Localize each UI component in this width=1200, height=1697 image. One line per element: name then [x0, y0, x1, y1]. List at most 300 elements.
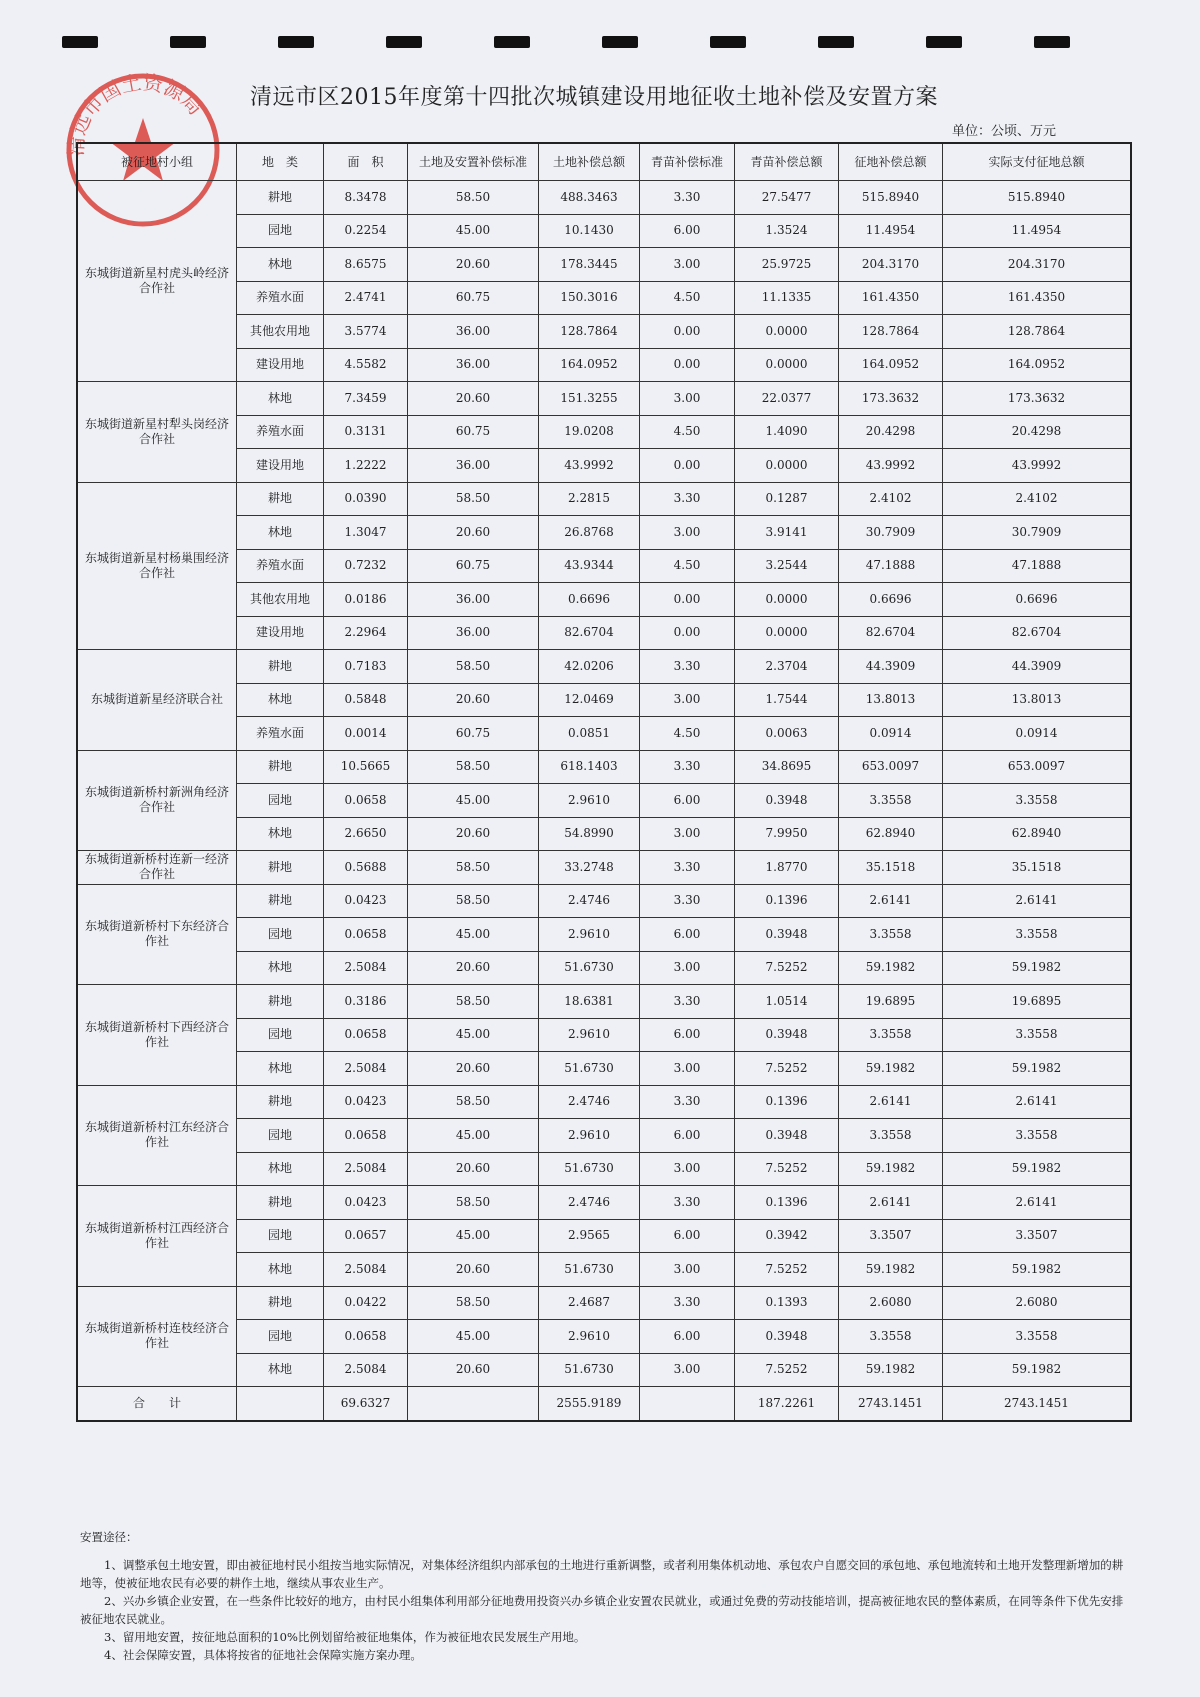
- actual-payment-cell: 62.8940: [943, 817, 1132, 851]
- group-name-cell: 东城街道新桥村江西经济合作社: [77, 1186, 237, 1287]
- crop-compensation-cell: 7.5252: [735, 1052, 839, 1086]
- land-standard-cell: 58.50: [408, 851, 539, 885]
- land-compensation-cell: 2.4687: [539, 1286, 640, 1320]
- crop-compensation-cell: 0.0000: [735, 315, 839, 349]
- crop-compensation-cell: 7.5252: [735, 951, 839, 985]
- actual-payment-cell: 515.8940: [943, 181, 1132, 215]
- area-cell: 0.0658: [324, 1018, 408, 1052]
- land-compensation-cell: 151.3255: [539, 382, 640, 416]
- actual-payment-cell: 161.4350: [943, 281, 1132, 315]
- punch-mark: [710, 36, 746, 48]
- actual-payment-cell: 59.1982: [943, 1052, 1132, 1086]
- crop-compensation-cell: 0.1396: [735, 1186, 839, 1220]
- land-compensation-cell: 0.0851: [539, 717, 640, 751]
- total-compensation-total-cell: 2743.1451: [839, 1387, 943, 1421]
- note-item: 4、社会保障安置，具体将按省的征地社会保障实施方案办理。: [104, 1648, 422, 1662]
- area-cell: 7.3459: [324, 382, 408, 416]
- area-cell: 1.2222: [324, 449, 408, 483]
- area-cell: 0.5848: [324, 683, 408, 717]
- land-compensation-cell: 618.1403: [539, 750, 640, 784]
- crop-standard-cell: 6.00: [640, 1320, 735, 1354]
- area-cell: 0.0657: [324, 1219, 408, 1253]
- group-name-cell: 东城街道新星村犁头岗经济合作社: [77, 382, 237, 483]
- total-compensation-cell: 47.1888: [839, 549, 943, 583]
- land-compensation-cell: 26.8768: [539, 516, 640, 550]
- crop-standard-total-cell: [640, 1387, 735, 1421]
- land-type-cell: 林地: [237, 516, 324, 550]
- crop-standard-cell: 0.00: [640, 616, 735, 650]
- table-row: [77, 1286, 1131, 1320]
- actual-payment-cell: 2.4102: [943, 482, 1132, 516]
- crop-standard-cell: 3.00: [640, 951, 735, 985]
- land-standard-cell: 58.50: [408, 884, 539, 918]
- land-compensation-cell: 164.0952: [539, 348, 640, 382]
- group-name-cell: 东城街道新星村虎头岭经济合作社: [77, 181, 237, 382]
- punch-mark: [386, 36, 422, 48]
- crop-compensation-cell: 27.5477: [735, 181, 839, 215]
- land-compensation-cell: 2.2815: [539, 482, 640, 516]
- land-compensation-total-cell: 2555.9189: [539, 1387, 640, 1421]
- land-type-cell: 林地: [237, 683, 324, 717]
- area-cell: 0.0423: [324, 884, 408, 918]
- area-cell: 0.0186: [324, 583, 408, 617]
- crop-compensation-cell: 0.3948: [735, 1119, 839, 1153]
- total-compensation-cell: 35.1518: [839, 851, 943, 885]
- crop-standard-cell: 3.30: [640, 1186, 735, 1220]
- actual-payment-cell: 3.3558: [943, 1320, 1132, 1354]
- land-type-cell: 林地: [237, 1152, 324, 1186]
- crop-compensation-cell: 7.5252: [735, 1253, 839, 1287]
- land-type-cell: 耕地: [237, 1286, 324, 1320]
- crop-standard-cell: 3.30: [640, 985, 735, 1019]
- crop-compensation-cell: 7.5252: [735, 1152, 839, 1186]
- total-compensation-cell: 2.6141: [839, 884, 943, 918]
- punch-mark: [278, 36, 314, 48]
- land-standard-cell: 20.60: [408, 1052, 539, 1086]
- actual-payment-cell: 20.4298: [943, 415, 1132, 449]
- crop-compensation-cell: 0.3948: [735, 784, 839, 818]
- land-standard-cell: 45.00: [408, 1119, 539, 1153]
- crop-compensation-cell: 0.1396: [735, 1085, 839, 1119]
- area-cell: 2.5084: [324, 1253, 408, 1287]
- area-total-cell: 69.6327: [324, 1387, 408, 1421]
- total-compensation-cell: 82.6704: [839, 616, 943, 650]
- crop-standard-cell: 6.00: [640, 918, 735, 952]
- area-cell: 0.3131: [324, 415, 408, 449]
- land-compensation-cell: 54.8990: [539, 817, 640, 851]
- col-header: 被征地村小组: [77, 143, 237, 181]
- crop-compensation-cell: 11.1335: [735, 281, 839, 315]
- land-standard-cell: 58.50: [408, 985, 539, 1019]
- punch-mark: [1034, 36, 1070, 48]
- crop-standard-cell: 3.30: [640, 1286, 735, 1320]
- land-compensation-cell: 42.0206: [539, 650, 640, 684]
- land-type-cell: 耕地: [237, 985, 324, 1019]
- total-compensation-cell: 59.1982: [839, 1152, 943, 1186]
- total-compensation-cell: 653.0097: [839, 750, 943, 784]
- total-compensation-cell: 173.3632: [839, 382, 943, 416]
- crop-compensation-cell: 25.9725: [735, 248, 839, 282]
- land-type-cell: 园地: [237, 1219, 324, 1253]
- actual-payment-cell: 3.3558: [943, 918, 1132, 952]
- land-type-cell: 耕地: [237, 1186, 324, 1220]
- land-compensation-cell: 33.2748: [539, 851, 640, 885]
- actual-payment-total-cell: 2743.1451: [943, 1387, 1132, 1421]
- area-cell: 4.5582: [324, 348, 408, 382]
- total-compensation-cell: 2.6141: [839, 1186, 943, 1220]
- col-header: 征地补偿总额: [839, 143, 943, 181]
- land-type-cell: 园地: [237, 1018, 324, 1052]
- table-row: [77, 650, 1131, 684]
- land-standard-cell: 20.60: [408, 951, 539, 985]
- land-compensation-cell: 51.6730: [539, 1052, 640, 1086]
- crop-compensation-cell: 34.8695: [735, 750, 839, 784]
- area-cell: 0.7232: [324, 549, 408, 583]
- land-standard-cell: 36.00: [408, 315, 539, 349]
- land-standard-cell: 20.60: [408, 1353, 539, 1387]
- crop-standard-cell: 3.30: [640, 851, 735, 885]
- land-type-cell: 耕地: [237, 851, 324, 885]
- crop-standard-cell: 3.00: [640, 516, 735, 550]
- area-cell: 0.0658: [324, 784, 408, 818]
- land-type-cell: 园地: [237, 1119, 324, 1153]
- area-cell: 8.6575: [324, 248, 408, 282]
- crop-compensation-cell: 7.9950: [735, 817, 839, 851]
- total-compensation-cell: 2.4102: [839, 482, 943, 516]
- total-compensation-cell: 2.6080: [839, 1286, 943, 1320]
- actual-payment-cell: 2.6141: [943, 1186, 1132, 1220]
- land-standard-cell: 36.00: [408, 616, 539, 650]
- land-type-cell: 林地: [237, 382, 324, 416]
- crop-standard-cell: 3.30: [640, 1085, 735, 1119]
- group-name-cell: 东城街道新桥村连新一经济合作社: [77, 851, 237, 885]
- crop-standard-cell: 4.50: [640, 415, 735, 449]
- crop-compensation-cell: 1.8770: [735, 851, 839, 885]
- actual-payment-cell: 59.1982: [943, 1353, 1132, 1387]
- actual-payment-cell: 59.1982: [943, 951, 1132, 985]
- land-compensation-cell: 51.6730: [539, 1253, 640, 1287]
- land-compensation-cell: 128.7864: [539, 315, 640, 349]
- col-header: 地 类: [237, 143, 324, 181]
- actual-payment-cell: 13.8013: [943, 683, 1132, 717]
- land-compensation-cell: 2.9610: [539, 784, 640, 818]
- land-type-cell: 林地: [237, 1052, 324, 1086]
- table-row: [77, 482, 1131, 516]
- land-compensation-cell: 2.4746: [539, 1186, 640, 1220]
- land-type-total-cell: [237, 1387, 324, 1421]
- crop-standard-cell: 4.50: [640, 549, 735, 583]
- col-header: 青苗补偿标准: [640, 143, 735, 181]
- group-name-cell: 东城街道新桥村下西经济合作社: [77, 985, 237, 1086]
- area-cell: 2.6650: [324, 817, 408, 851]
- area-cell: 2.2964: [324, 616, 408, 650]
- land-type-cell: 林地: [237, 951, 324, 985]
- land-compensation-cell: 2.9610: [539, 1320, 640, 1354]
- land-standard-cell: 58.50: [408, 181, 539, 215]
- land-type-cell: 园地: [237, 918, 324, 952]
- land-standard-cell: 60.75: [408, 415, 539, 449]
- compensation-table: [76, 142, 1132, 1422]
- land-standard-cell: 60.75: [408, 717, 539, 751]
- actual-payment-cell: 3.3507: [943, 1219, 1132, 1253]
- crop-standard-cell: 0.00: [640, 583, 735, 617]
- land-type-cell: 园地: [237, 784, 324, 818]
- crop-compensation-cell: 1.3524: [735, 214, 839, 248]
- total-compensation-cell: 2.6141: [839, 1085, 943, 1119]
- col-header: 土地及安置补偿标准: [408, 143, 539, 181]
- crop-standard-cell: 3.00: [640, 683, 735, 717]
- land-standard-cell: 20.60: [408, 683, 539, 717]
- document-title: 清远市区2015年度第十四批次城镇建设用地征收土地补偿及安置方案: [250, 85, 938, 110]
- table-row: [77, 1085, 1131, 1119]
- total-compensation-cell: 19.6895: [839, 985, 943, 1019]
- land-compensation-cell: 12.0469: [539, 683, 640, 717]
- table-row: [77, 181, 1131, 215]
- crop-standard-cell: 3.30: [640, 884, 735, 918]
- land-standard-cell: 20.60: [408, 817, 539, 851]
- crop-standard-cell: 6.00: [640, 784, 735, 818]
- crop-compensation-cell: 0.3948: [735, 1320, 839, 1354]
- crop-compensation-cell: 22.0377: [735, 382, 839, 416]
- actual-payment-cell: 128.7864: [943, 315, 1132, 349]
- actual-payment-cell: 35.1518: [943, 851, 1132, 885]
- crop-compensation-cell: 1.7544: [735, 683, 839, 717]
- land-type-cell: 耕地: [237, 482, 324, 516]
- total-compensation-cell: 59.1982: [839, 1353, 943, 1387]
- total-compensation-cell: 161.4350: [839, 281, 943, 315]
- land-type-cell: 建设用地: [237, 616, 324, 650]
- land-standard-cell: 45.00: [408, 918, 539, 952]
- total-compensation-cell: 128.7864: [839, 315, 943, 349]
- total-compensation-cell: 30.7909: [839, 516, 943, 550]
- land-compensation-cell: 51.6730: [539, 1152, 640, 1186]
- crop-compensation-cell: 3.9141: [735, 516, 839, 550]
- land-compensation-cell: 51.6730: [539, 1353, 640, 1387]
- actual-payment-cell: 2.6141: [943, 884, 1132, 918]
- crop-standard-cell: 3.00: [640, 1253, 735, 1287]
- land-standard-cell: 20.60: [408, 1152, 539, 1186]
- table-row: [77, 1186, 1131, 1220]
- area-cell: 0.7183: [324, 650, 408, 684]
- land-compensation-cell: 19.0208: [539, 415, 640, 449]
- area-cell: 10.5665: [324, 750, 408, 784]
- crop-standard-cell: 6.00: [640, 1119, 735, 1153]
- crop-compensation-total-cell: 187.2261: [735, 1387, 839, 1421]
- total-compensation-cell: 3.3558: [839, 784, 943, 818]
- land-standard-cell: 45.00: [408, 214, 539, 248]
- actual-payment-cell: 30.7909: [943, 516, 1132, 550]
- land-standard-total-cell: [408, 1387, 539, 1421]
- crop-compensation-cell: 0.3948: [735, 918, 839, 952]
- col-header: 青苗补偿总额: [735, 143, 839, 181]
- land-standard-cell: 45.00: [408, 1018, 539, 1052]
- actual-payment-cell: 2.6141: [943, 1085, 1132, 1119]
- actual-payment-cell: 44.3909: [943, 650, 1132, 684]
- area-cell: 3.5774: [324, 315, 408, 349]
- crop-standard-cell: 3.30: [640, 482, 735, 516]
- table-row: [77, 851, 1131, 885]
- crop-standard-cell: 6.00: [640, 1018, 735, 1052]
- group-name-cell: 东城街道新桥村连枝经济合作社: [77, 1286, 237, 1387]
- actual-payment-cell: 3.3558: [943, 1119, 1132, 1153]
- land-standard-cell: 45.00: [408, 1219, 539, 1253]
- land-compensation-cell: 0.6696: [539, 583, 640, 617]
- total-label: 合 计: [77, 1387, 237, 1421]
- punch-mark: [818, 36, 854, 48]
- actual-payment-cell: 3.3558: [943, 784, 1132, 818]
- area-cell: 0.3186: [324, 985, 408, 1019]
- actual-payment-cell: 59.1982: [943, 1152, 1132, 1186]
- group-name-cell: 东城街道新星村杨巢围经济合作社: [77, 482, 237, 650]
- crop-compensation-cell: 3.2544: [735, 549, 839, 583]
- group-name-cell: 东城街道新星经济联合社: [77, 650, 237, 751]
- total-compensation-cell: 20.4298: [839, 415, 943, 449]
- land-compensation-cell: 10.1430: [539, 214, 640, 248]
- area-cell: 0.0658: [324, 1119, 408, 1153]
- crop-compensation-cell: 0.3942: [735, 1219, 839, 1253]
- land-compensation-cell: 82.6704: [539, 616, 640, 650]
- unit-label: 单位：公顷、万元: [952, 124, 1057, 139]
- total-row: [77, 1387, 1131, 1421]
- actual-payment-cell: 59.1982: [943, 1253, 1132, 1287]
- crop-standard-cell: 6.00: [640, 214, 735, 248]
- table-row: [77, 382, 1131, 416]
- group-name-cell: 东城街道新桥村下东经济合作社: [77, 884, 237, 985]
- land-compensation-cell: 2.4746: [539, 1085, 640, 1119]
- actual-payment-cell: 3.3558: [943, 1018, 1132, 1052]
- crop-standard-cell: 0.00: [640, 348, 735, 382]
- actual-payment-cell: 82.6704: [943, 616, 1132, 650]
- land-compensation-cell: 2.9610: [539, 918, 640, 952]
- land-standard-cell: 58.50: [408, 650, 539, 684]
- crop-compensation-cell: 0.0063: [735, 717, 839, 751]
- land-standard-cell: 58.50: [408, 1085, 539, 1119]
- punch-mark: [170, 36, 206, 48]
- land-type-cell: 耕地: [237, 1085, 324, 1119]
- crop-compensation-cell: 0.1393: [735, 1286, 839, 1320]
- total-compensation-cell: 59.1982: [839, 1253, 943, 1287]
- total-compensation-cell: 43.9992: [839, 449, 943, 483]
- land-standard-cell: 36.00: [408, 348, 539, 382]
- area-cell: 0.0658: [324, 918, 408, 952]
- land-standard-cell: 20.60: [408, 248, 539, 282]
- total-compensation-cell: 3.3558: [839, 1119, 943, 1153]
- land-standard-cell: 60.75: [408, 549, 539, 583]
- total-compensation-cell: 3.3558: [839, 1018, 943, 1052]
- crop-compensation-cell: 0.0000: [735, 616, 839, 650]
- land-type-cell: 建设用地: [237, 449, 324, 483]
- actual-payment-cell: 2.6080: [943, 1286, 1132, 1320]
- area-cell: 2.4741: [324, 281, 408, 315]
- land-type-cell: 林地: [237, 1353, 324, 1387]
- note-item: 3、留用地安置，按征地总面积的10%比例划留给被征地集体，作为被征地农民发展生产用地。: [104, 1630, 586, 1644]
- area-cell: 0.0422: [324, 1286, 408, 1320]
- area-cell: 2.5084: [324, 951, 408, 985]
- col-header: 实际支付征地总额: [943, 143, 1132, 181]
- crop-compensation-cell: 2.3704: [735, 650, 839, 684]
- crop-standard-cell: 4.50: [640, 717, 735, 751]
- land-standard-cell: 58.50: [408, 482, 539, 516]
- actual-payment-cell: 43.9992: [943, 449, 1132, 483]
- land-standard-cell: 60.75: [408, 281, 539, 315]
- crop-standard-cell: 6.00: [640, 1219, 735, 1253]
- crop-standard-cell: 3.00: [640, 382, 735, 416]
- note-item: 2、兴办乡镇企业安置，在一些条件比较好的地方，由村民小组集体利用部分征地费用投资兴办乡镇企业安置农民就业，或通过免费的劳动技能培训，提高被征地农民的整体素质，在同等条件下优先安排被征地农民就业。: [80, 1594, 1124, 1626]
- land-type-cell: 园地: [237, 1320, 324, 1354]
- table-row: [77, 884, 1131, 918]
- crop-standard-cell: 4.50: [640, 281, 735, 315]
- area-cell: 0.2254: [324, 214, 408, 248]
- land-type-cell: 其他农用地: [237, 315, 324, 349]
- crop-standard-cell: 3.30: [640, 650, 735, 684]
- group-name-cell: 东城街道新桥村江东经济合作社: [77, 1085, 237, 1186]
- crop-standard-cell: 3.00: [640, 817, 735, 851]
- land-standard-cell: 58.50: [408, 1186, 539, 1220]
- crop-standard-cell: 0.00: [640, 315, 735, 349]
- area-cell: 2.5084: [324, 1353, 408, 1387]
- actual-payment-cell: 164.0952: [943, 348, 1132, 382]
- total-compensation-cell: 515.8940: [839, 181, 943, 215]
- land-type-cell: 养殖水面: [237, 415, 324, 449]
- land-standard-cell: 45.00: [408, 784, 539, 818]
- land-compensation-cell: 150.3016: [539, 281, 640, 315]
- crop-compensation-cell: 0.1396: [735, 884, 839, 918]
- total-compensation-cell: 59.1982: [839, 951, 943, 985]
- total-compensation-cell: 204.3170: [839, 248, 943, 282]
- seal-text: 清远市国土资源局: [63, 70, 208, 157]
- table-header-row: [77, 143, 1131, 181]
- crop-compensation-cell: 1.0514: [735, 985, 839, 1019]
- land-type-cell: 林地: [237, 1253, 324, 1287]
- land-standard-cell: 20.60: [408, 1253, 539, 1287]
- area-cell: 0.0423: [324, 1186, 408, 1220]
- punch-mark: [926, 36, 962, 48]
- total-compensation-cell: 0.0914: [839, 717, 943, 751]
- land-type-cell: 其他农用地: [237, 583, 324, 617]
- land-compensation-cell: 2.4746: [539, 884, 640, 918]
- land-standard-cell: 20.60: [408, 516, 539, 550]
- col-header: 土地补偿总额: [539, 143, 640, 181]
- land-standard-cell: 36.00: [408, 583, 539, 617]
- crop-compensation-cell: 0.0000: [735, 449, 839, 483]
- land-standard-cell: 20.60: [408, 382, 539, 416]
- crop-compensation-cell: 1.4090: [735, 415, 839, 449]
- actual-payment-cell: 653.0097: [943, 750, 1132, 784]
- area-cell: 2.5084: [324, 1052, 408, 1086]
- land-type-cell: 耕地: [237, 650, 324, 684]
- total-compensation-cell: 3.3558: [839, 918, 943, 952]
- punch-mark: [494, 36, 530, 48]
- land-type-cell: 耕地: [237, 181, 324, 215]
- total-compensation-cell: 0.6696: [839, 583, 943, 617]
- punch-mark: [62, 36, 98, 48]
- total-compensation-cell: 13.8013: [839, 683, 943, 717]
- total-compensation-cell: 11.4954: [839, 214, 943, 248]
- area-cell: 0.0014: [324, 717, 408, 751]
- crop-compensation-cell: 0.1287: [735, 482, 839, 516]
- land-type-cell: 养殖水面: [237, 549, 324, 583]
- land-compensation-cell: 43.9992: [539, 449, 640, 483]
- land-type-cell: 园地: [237, 214, 324, 248]
- crop-standard-cell: 3.30: [640, 181, 735, 215]
- notes-heading: 安置途径：: [80, 1530, 138, 1544]
- actual-payment-cell: 11.4954: [943, 214, 1132, 248]
- land-compensation-cell: 2.9610: [539, 1018, 640, 1052]
- land-type-cell: 建设用地: [237, 348, 324, 382]
- land-standard-cell: 58.50: [408, 1286, 539, 1320]
- resettlement-notes: [80, 1528, 1130, 1664]
- crop-standard-cell: 3.00: [640, 1052, 735, 1086]
